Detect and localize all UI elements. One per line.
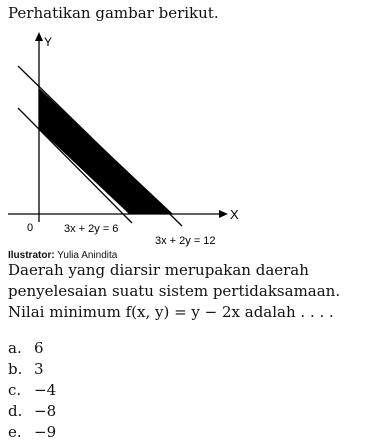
graph-figure — [0, 26, 268, 252]
option-key: d. — [8, 402, 23, 420]
question-intro: Perhatikan gambar berikut. — [8, 4, 219, 22]
option-value: −4 — [34, 381, 57, 399]
x-axis-label: X — [230, 207, 239, 222]
x-axis-arrow-icon — [219, 210, 228, 218]
option-e[interactable] — [8, 422, 56, 443]
option-key: e. — [8, 423, 22, 441]
line-3x-2y-12 — [18, 66, 182, 226]
option-value: −9 — [34, 423, 57, 441]
option-key: c. — [8, 381, 22, 399]
option-value: 3 — [34, 360, 44, 378]
answer-options — [8, 338, 56, 443]
option-key: b. — [8, 360, 23, 378]
origin-label: 0 — [27, 222, 34, 234]
option-value: −8 — [34, 402, 57, 420]
question-text: Daerah yang diarsir merupakan daerah penyelesaian suatu sistem pertidaksamaan. Nilai minimum f(x, y) = y − 2x adalah . . . . — [8, 261, 341, 321]
illustrator-prefix: Ilustrator: — [8, 250, 55, 261]
option-key: a. — [8, 339, 22, 357]
y-axis-label: Y — [44, 35, 53, 49]
option-value: 6 — [34, 339, 44, 357]
option-d[interactable] — [8, 401, 56, 422]
line2-label: 3x + 2y = 12 — [155, 235, 216, 247]
option-a[interactable] — [8, 338, 56, 359]
option-b[interactable] — [8, 359, 56, 380]
y-axis-arrow-icon — [35, 32, 43, 41]
line1-label: 3x + 2y = 6 — [64, 223, 119, 235]
option-c[interactable] — [8, 380, 56, 401]
illustrator-name: Yulia Anindita — [57, 250, 118, 261]
